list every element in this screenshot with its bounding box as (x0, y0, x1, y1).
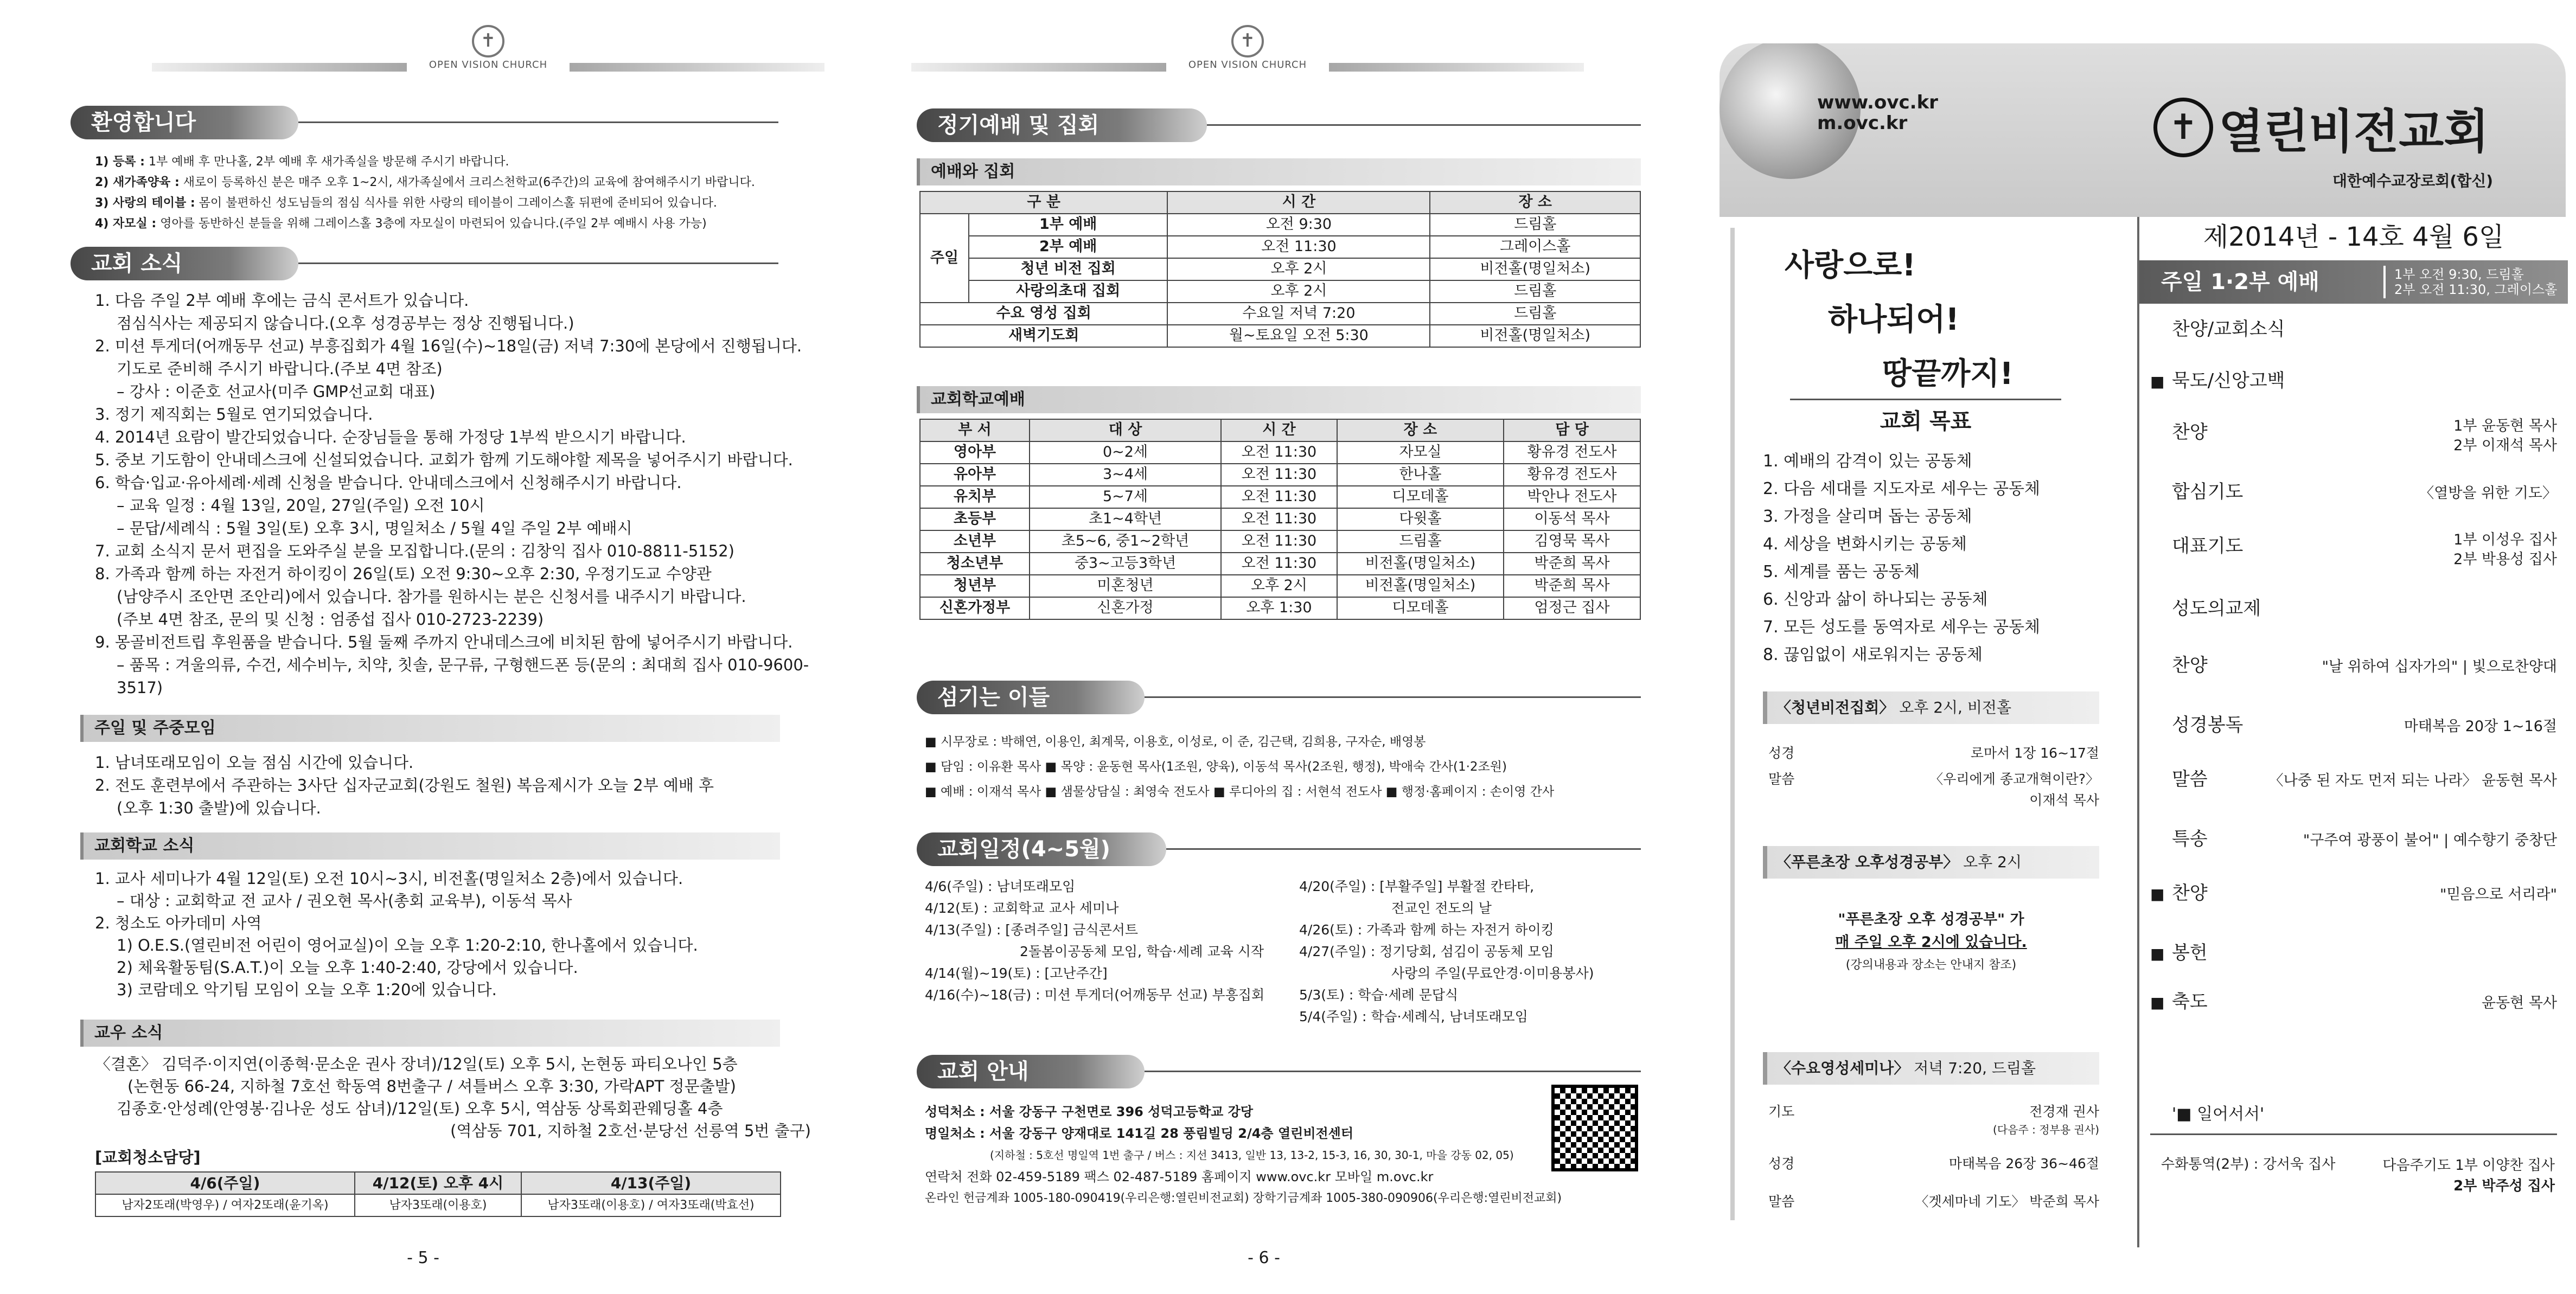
school-item: – 대상 : 교회학교 전 교사 / 권오현 목사(총회 교육부), 이동석 목사 (117, 892, 572, 910)
table-cell: 청소년부 (920, 553, 1030, 575)
order-value-line: 1부 이성우 집사 (2453, 531, 2557, 548)
guide-title: 교회 안내 (917, 1055, 1145, 1088)
table-cell: 오전 9:30 (1167, 214, 1430, 236)
member-item: 〈결혼〉 김덕주·이지연(이종혁·문소운 권사 장녀)/12일(토) 오후 5시, 논현동 파티오나인 5층 (95, 1055, 738, 1073)
table-row (920, 553, 1640, 575)
welcome-item: 4) 자모실 : 영아를 동반하신 분들을 위해 그레이스홀 3층에 자모실이 마련되어 있습니다.(주일 2부 예배시 사용 가능) (95, 217, 707, 230)
table-cell: 비전홀(명일처소) (1430, 325, 1640, 347)
school-item: 2. 청소도 아카데미 사역 (95, 914, 262, 932)
guide-item: 성덕처소 : 서울 강동구 구천면로 396 성덕고등학교 강당 (925, 1104, 1254, 1119)
news-item: – 문답/세례식 : 5월 3일(토) 오후 3시, 명일처소 / 5월 4일 주일 2부 예배시 (117, 519, 632, 537)
order-item (2139, 412, 2568, 472)
order-item (2139, 526, 2568, 588)
order-value-line: 윤동현 목사 (2482, 995, 2557, 1011)
table-cell: 디모데홀 (1337, 597, 1504, 619)
table-cell: 오후 2시 (1221, 575, 1337, 597)
table-cell: 중3~고등3학년 (1030, 553, 1221, 575)
table-cell: 오전 11:30 (1167, 236, 1430, 258)
schedule-item: 2돌봄이공동체 모임, 학습·세례 교육 시작 (1020, 944, 1264, 959)
order-item (2139, 982, 2568, 1041)
bible-study-header: 〈푸른초장 오후성경공부〉 오후 2시 (1763, 846, 2099, 879)
table-header: 4/12(토) 오후 4시 (355, 1172, 521, 1194)
worship-table (919, 191, 1641, 348)
table-cell: 드림홀 (1430, 280, 1640, 303)
goal-item: 5. 세계를 품는 공동체 (1763, 562, 1920, 581)
table-cell: 유아부 (920, 464, 1030, 486)
serve-item: ■ 담임 : 이유환 목사 ■ 목양 : 윤동현 목사(1조원, 양육), 이동석 목사(2조원, 행정), 박애숙 간사(1·2조원) (925, 760, 1507, 774)
order-label: 합심기도 (2172, 481, 2243, 503)
detail-row: 성경 마태복음 26장 36~46절 (1768, 1156, 2099, 1171)
table-cell: 남자2또래(박영우) / 여자2또래(윤기옥) (95, 1194, 355, 1216)
order-label: 특송 (2172, 828, 2208, 850)
guide-item: 명일처소 : 서울 강동구 양재대로 141길 28 풍림빌딩 2/4층 열린비전센터 (925, 1126, 1354, 1141)
table-row (920, 597, 1640, 619)
bullet-icon: ■ (2150, 994, 2165, 1011)
youth-header: 〈청년비전집회〉 오후 2시, 비전홀 (1763, 691, 2099, 724)
table-cell: 비전홀(명일처소) (1337, 553, 1504, 575)
order-value (2419, 476, 2557, 503)
table-cell: 다윗홀 (1337, 508, 1504, 530)
page-6 (857, 0, 1714, 1294)
table-header: 대 상 (1030, 419, 1221, 441)
order-item (2139, 819, 2568, 873)
schedule-item: 4/20(주일) : [부활주일] 부활절 칸타타, (1299, 879, 1535, 894)
news-item: 8. 가족과 함께 하는 자전거 하이킹이 26일(토) 오전 9:30~오후 2:30, 우정기도교 수양관 (95, 565, 712, 583)
table-cell: 청년 비전 집회 (969, 258, 1167, 280)
table-cell: 엄정근 집사 (1504, 597, 1640, 619)
table-cell: 박안나 전도사 (1504, 486, 1640, 508)
table-cell: 황유경 전도사 (1504, 464, 1640, 486)
news-item: 3. 정기 제직회는 5월로 연기되었습니다. (95, 405, 373, 424)
order-value-line: 마태복음 20장 1~16절 (2404, 718, 2557, 735)
table-cell: 김영묵 목사 (1504, 530, 1640, 553)
school-item: 1) O.E.S.(열린비전 어린이 영어교실)이 오늘 오후 1:20-2:10, 한나홀에서 있습니다. (117, 936, 698, 955)
news-item: 기도로 준비해 주시기 바랍니다.(주보 4면 참조) (117, 360, 443, 378)
table-cell: 디모데홀 (1337, 486, 1504, 508)
table-cell: 소년부 (920, 530, 1030, 553)
motto-line: 하나되어! (1828, 302, 1959, 337)
detail-line: "푸른초장 오후 성경공부" 가 (1838, 911, 2024, 928)
table-cell: 수요 영성 집회 (920, 303, 1167, 325)
table-cell: 주일 (920, 214, 969, 303)
interpreter: 수화통역(2부) : 강서욱 집사 (2161, 1156, 2336, 1173)
table-cell: 사랑의초대 집회 (969, 280, 1167, 303)
sunday-list (95, 751, 811, 819)
url-mobile: m.ovc.kr (1817, 112, 1908, 134)
news-item: (주보 4면 참조, 문의 및 신청 : 엄종섭 집사 010-2723-2239) (117, 610, 544, 629)
order-label: 찬양 (2172, 655, 2208, 676)
schedule-title: 교회일정(4~5월) (917, 832, 1166, 866)
member-item: 김종호·안성례(안영봉·김나운 성도 삼녀)/12일(토) 오후 5시, 역삼동 상록회관웨딩홀 4층 (117, 1099, 723, 1118)
news-item: 2. 미션 투게더(어깨동무 선교) 부흥집회가 4월 16일(수)~18일(금) 저녁 7:30에 본당에서 진행됩니다. (95, 337, 802, 355)
news-title: 교회 소식 (71, 247, 298, 280)
wednesday-detail (1768, 1101, 2099, 1213)
table-cell: 그레이스홀 (1430, 236, 1640, 258)
table-cell: 미혼청년 (1030, 575, 1221, 597)
front-cover (1714, 0, 2576, 1294)
table-cell: 새벽기도회 (920, 325, 1167, 347)
order-value (2453, 530, 2557, 569)
schedule-item: 4/26(토) : 가족과 함께 하는 자전거 하이킹 (1299, 922, 1554, 938)
detail-row: 말씀 〈겟세마네 기도〉 박준희 목사 (1768, 1194, 2099, 1209)
table-cell: 청년부 (920, 575, 1030, 597)
serve-list (925, 729, 1646, 804)
service-banner (2139, 260, 2568, 304)
table-cell: 유치부 (920, 486, 1030, 508)
table-cell: 오전 11:30 (1221, 530, 1337, 553)
news-item: 9. 몽골비전트립 후원품을 받습니다. 5월 둘째 주까지 안내데스크에 비치된 함에 넣어주시기 바랍니다. (95, 633, 793, 651)
youth-detail (1768, 740, 2099, 809)
wednesday-header: 〈수요영성세미나〉 저녁 7:20, 드림홀 (1763, 1052, 2099, 1085)
order-item (2139, 933, 2568, 982)
detail-row: 말씀 〈우리에게 종교개혁이란?〉 (1768, 771, 2099, 787)
schedule-item: 4/14(월)~19(토) : [고난주간] (925, 965, 1108, 981)
news-item: – 강사 : 이준호 선교사(미주 GMP선교회 대표) (117, 382, 436, 401)
table-cell: 신혼가정부 (920, 597, 1030, 619)
order-item (2139, 759, 2568, 819)
service-time: 2부 오전 11:30, 그레이스홀 (2394, 282, 2558, 297)
table-header: 시 간 (1221, 419, 1337, 441)
welcome-item: 1) 등록 : 1부 예배 후 만나홀, 2부 예배 후 새가족실을 방문해 주시기 바랍니다. (95, 155, 509, 169)
table-cell: 오전 11:30 (1221, 441, 1337, 464)
table-cell: 남자3또래(이용호) (355, 1194, 521, 1216)
order-label: 찬양 (2172, 882, 2208, 904)
order-value-line: "구주여 광풍이 불어" | 예수향기 중창단 (2303, 832, 2557, 849)
service-time: 1부 오전 9:30, 드림홀 (2394, 267, 2524, 282)
order-value (2453, 417, 2557, 456)
church-logo-icon: ✝ (1231, 25, 1264, 57)
website-urls (1817, 92, 1938, 133)
table-cell: 남자3또래(이용호) / 여자3또래(박효선) (521, 1194, 781, 1216)
school-item: 3) 코람데오 악기팀 모임이 오늘 오후 1:20에 있습니다. (117, 981, 497, 999)
schedule-item: 5/4(주일) : 학습·세례식, 남녀또래모임 (1299, 1009, 1528, 1024)
member-item: (논현동 66-24, 지하철 7호선 학동역 8번출구 / 셔틀버스 오후 3:30, 가락APT 정문출발) (127, 1077, 736, 1096)
table-cell: 이동석 목사 (1504, 508, 1640, 530)
order-value-line: "날 위하여 십자가의" | 빛으로찬양대 (2322, 658, 2557, 675)
order-label: 봉헌 (2172, 942, 2208, 964)
news-item: 7. 교회 소식지 문서 편집을 도와주실 분을 모집합니다.(문의 : 김창익 집사 010-8811-5152) (95, 542, 734, 560)
running-head: OPEN VISION CHURCH (1166, 59, 1329, 72)
table-row (920, 575, 1640, 597)
news-item: – 품목 : 겨울의류, 수건, 세수비누, 치약, 칫솔, 문구류, 구형핸드폰 등(문의 : 최대희 집사 010-9600-3517) (117, 656, 809, 697)
issue-date: 제2014년 - 14호 4월 6일 (2203, 222, 2504, 252)
schedule-item: 4/6(주일) : 남녀또래모임 (925, 879, 1076, 894)
table-cell: 2부 예배 (969, 236, 1167, 258)
table-row (920, 441, 1640, 464)
table-cell: 한나홀 (1337, 464, 1504, 486)
table-header: 시 간 (1167, 191, 1430, 214)
schedule-item: 사랑의 주일(무료안경·이미용봉사) (1391, 965, 1594, 981)
schedule-item: 4/12(토) : 교회학교 교사 세미나 (925, 900, 1119, 916)
order-item (2139, 645, 2568, 705)
table-header: 4/6(주일) (95, 1172, 355, 1194)
detail-row: 성경 로마서 1장 16~17절 (1768, 745, 2099, 761)
order-item (2139, 873, 2568, 933)
order-label: 성도의교제 (2172, 598, 2261, 619)
guide-item: 온라인 헌금계좌 1005-180-090419(우리은행:열린비전교회) 장학기금계좌 1005-380-090906(우리은행:열린비전교회) (925, 1191, 1562, 1205)
running-head: OPEN VISION CHURCH (407, 59, 570, 72)
next-prayer-line: 2부 박주성 집사 (2453, 1178, 2555, 1194)
goal-item: 7. 모든 성도를 동역자로 세우는 공동체 (1763, 618, 2041, 637)
motto (1785, 239, 2014, 401)
news-item: 5. 중보 기도함이 안내데스크에 신설되었습니다. 교회가 함께 기도해야할 제목을 넣어주시기 바랍니다. (95, 451, 793, 469)
goal-item: 3. 가정을 살리며 돕는 공동체 (1763, 507, 1972, 526)
goal-item: 6. 신앙과 삶이 하나되는 공동체 (1763, 590, 1988, 609)
order-item (2139, 472, 2568, 526)
order-value-line: 〈열방을 위한 기도〉 (2419, 485, 2557, 502)
bullet-icon: ■ (2150, 373, 2165, 390)
school-worship-subheader: 교회학교예배 (917, 386, 1641, 413)
worship-subheader: 예배와 집회 (917, 158, 1641, 185)
welcome-item: 2) 새가족양육 : 새로이 등록하신 분은 매주 오후 1~2시, 새가족실에서 크리스천학교(6주간)의 교육에 참여해주시기 바랍니다. (95, 176, 755, 189)
news-item: (남양주시 조안면 조안리)에서 있습니다. 참가를 원하시는 분은 신청서를 내주시기 바랍니다. (117, 587, 746, 606)
service-times (2394, 267, 2557, 297)
order-value (2322, 650, 2557, 677)
order-value (2303, 823, 2557, 850)
order-value-line: 〈나중 된 자도 먼저 되는 나라〉 윤동현 목사 (2268, 772, 2557, 789)
order-item (2139, 361, 2568, 412)
goal-item: 8. 끊임없이 새로워지는 공동체 (1763, 645, 1983, 664)
bullet-icon: ■ (2150, 945, 2165, 963)
table-header: 부 서 (920, 419, 1030, 441)
table-cell: 초등부 (920, 508, 1030, 530)
page-number: - 6 - (1248, 1248, 1280, 1267)
table-header: 4/13(주일) (521, 1172, 781, 1194)
order-value (2440, 877, 2557, 905)
news-item: 1. 다음 주일 2부 예배 후에는 금식 콘서트가 있습니다. (95, 291, 469, 310)
order-label: 찬양 (2172, 421, 2208, 443)
order-label: 축도 (2172, 991, 2208, 1013)
table-cell: 비전홀(명일처소) (1337, 575, 1504, 597)
church-logo-icon: ✝ (472, 25, 504, 57)
table-cell: 박준희 목사 (1504, 575, 1640, 597)
order-value (2404, 709, 2557, 736)
sunday-item: 1. 남녀또래모임이 오늘 점심 시간에 있습니다. (95, 753, 414, 772)
next-prayer-line: 다음주기도 1부 이양찬 집사 (2382, 1157, 2555, 1174)
order-label: 묵도/신앙고백 (2172, 370, 2285, 392)
worship-title: 정기예배 및 집회 (917, 108, 1207, 142)
table-cell: 황유경 전도사 (1504, 441, 1640, 464)
school-list (95, 868, 811, 1001)
page-number: - 5 - (407, 1248, 439, 1267)
table-cell: 오후 1:30 (1221, 597, 1337, 619)
table-cell: 비전홀(명일처소) (1430, 258, 1640, 280)
denomination: 대한예수교장로회(합신) (2332, 172, 2494, 190)
order-value (2269, 764, 2557, 791)
table-cell: 오전 11:30 (1221, 464, 1337, 486)
serve-item: ■ 예배 : 이재석 목사 ■ 샘물상담실 : 최영숙 전도사 ■ 루디아의 집 : 서현석 전도사 ■ 행정·홈페이지 : 손이영 간사 (925, 785, 1555, 799)
cover-header (1720, 43, 2566, 217)
guide-list (925, 1101, 1646, 1209)
page-5 (0, 0, 857, 1294)
order-value-line: 2부 박용성 집사 (2453, 551, 2557, 568)
church-logo-icon: ✝ (2153, 98, 2213, 157)
serve-title: 섬기는 이들 (917, 681, 1145, 714)
table-cell: 1부 예배 (969, 214, 1167, 236)
motto-line: 사랑으로! (1785, 248, 1916, 283)
table-cell: 5~7세 (1030, 486, 1221, 508)
welcome-item: 3) 사랑의 테이블 : 몸이 불편하신 성도님들의 점심 식사를 위한 사랑의 테이블이 그레이스홀 뒤편에 준비되어 있습니다. (95, 196, 717, 210)
schedule-item: 4/27(주일) : 정기당회, 섬김이 공동체 모임 (1299, 944, 1554, 959)
table-cell: 오후 2시 (1167, 258, 1430, 280)
clean-title: [교회청소담당] (95, 1148, 201, 1167)
order-of-service (2137, 217, 2566, 1247)
motto-line: 땅끝까지! (1882, 356, 2014, 392)
news-item: 점심식사는 제공되지 않습니다.(오후 성경공부는 정상 진행됩니다.) (117, 314, 574, 332)
table-row (920, 486, 1640, 508)
table-header: 구 분 (920, 191, 1167, 214)
member-item: (역삼동 701, 지하철 2호선·분당선 선릉역 5번 출구) (450, 1122, 811, 1140)
sunday-item: (오후 1:30 출발)에 있습니다. (117, 799, 321, 817)
news-item: 6. 학습·입교·유아세례·세례 신청을 받습니다. 안내데스크에서 신청해주시기 바랍니다. (95, 473, 682, 492)
table-cell: 3~4세 (1030, 464, 1221, 486)
table-cell: 오후 2시 (1167, 280, 1430, 303)
school-item: 2) 체육활동팀(S.A.T.)이 오늘 오후 1:40-2:40, 강당에서 있습니다. (117, 958, 578, 977)
table-cell: 초5~6, 중1~2학년 (1030, 530, 1221, 553)
table-cell: 박준희 목사 (1504, 553, 1640, 575)
schedule-right (1299, 876, 1646, 1028)
table-header: 장 소 (1337, 419, 1504, 441)
table-row (920, 464, 1640, 486)
cover-left-column (1730, 228, 2132, 1242)
detail-row: (다음주 : 정부용 권사) (1993, 1123, 2099, 1136)
goal-list (1763, 447, 2040, 669)
table-cell: 월~토요일 오전 5:30 (1167, 325, 1430, 347)
guide-item: (지하철 : 5호선 명일역 1번 출구 / 버스 : 지선 3413, 일반 13, 13-2, 15-3, 16, 30, 30-1, 마을 강동 02, 05) (990, 1149, 1514, 1162)
table-cell: 오전 11:30 (1221, 553, 1337, 575)
goal-item: 4. 세상을 변화시키는 공동체 (1763, 535, 1967, 554)
clean-table (95, 1171, 781, 1217)
goal-title: 교회 목표 (1880, 409, 1972, 434)
member-list (95, 1053, 811, 1142)
table-cell: 드림홀 (1430, 214, 1640, 236)
table-cell: 신혼가정 (1030, 597, 1221, 619)
bible-study-detail (1763, 908, 2099, 977)
order-value-line: "믿음으로 서리라" (2440, 886, 2557, 903)
table-row (920, 508, 1640, 530)
detail-row: 이재석 목사 (2029, 792, 2099, 808)
guide-item: 연락처 전화 02-459-5189 팩스 02-487-5189 홈페이지 www.ovc.kr 모바일 m.ovc.kr (925, 1169, 1434, 1184)
church-name: 열린비전교회 (2219, 105, 2489, 159)
schedule-item: 전교인 전도의 날 (1391, 900, 1492, 916)
bullet-icon: ■ (2150, 885, 2165, 903)
news-item: – 교육 일정 : 4월 13일, 20일, 27일(주일) 오전 10시 (117, 496, 485, 515)
page-runner (911, 22, 1584, 81)
order-value-line: 2부 이재석 목사 (2453, 437, 2557, 454)
table-cell: 드림홀 (1430, 303, 1640, 325)
service-label: 주일 1·2부 예배 (2161, 270, 2319, 294)
table-cell: 오전 11:30 (1221, 508, 1337, 530)
table-cell: 오전 11:30 (1221, 486, 1337, 508)
table-header: 담 당 (1504, 419, 1640, 441)
table-cell: 드림홀 (1337, 530, 1504, 553)
order-value (2482, 986, 2557, 1013)
schedule-item: 4/13(주일) : [종려주일] 금식콘서트 (925, 922, 1139, 938)
order-item (2139, 588, 2568, 645)
school-item: 1. 교사 세미나가 4월 12일(토) 오전 10시~3시, 비전홀(명일처소 2층)에서 있습니다. (95, 869, 683, 888)
table-cell: 자모실 (1337, 441, 1504, 464)
table-cell: 수요일 저녁 7:20 (1167, 303, 1430, 325)
goal-item: 1. 예배의 감격이 있는 공동체 (1763, 452, 1972, 471)
school-worship-table (919, 419, 1641, 620)
welcome-list (95, 152, 800, 234)
goal-item: 2. 다음 세대를 지도자로 세우는 공동체 (1763, 479, 2041, 498)
order-label: 대표기도 (2172, 535, 2243, 557)
order-item (2139, 705, 2568, 759)
table-cell: 영아부 (920, 441, 1030, 464)
order-label: 찬양/교회소식 (2172, 318, 2285, 340)
schedule-item: 4/16(수)~18(금) : 미션 투게더(어깨동무 선교) 부흥집회 (925, 987, 1265, 1003)
sunday-subheader: 주일 및 주중모임 (80, 715, 780, 742)
page-runner (152, 22, 824, 81)
order-label: 성경봉독 (2172, 714, 2243, 736)
welcome-title: 환영합니다 (71, 106, 298, 139)
order-value-line: 1부 윤동현 목사 (2453, 418, 2557, 434)
next-week-prayer (2382, 1155, 2555, 1196)
schedule-left (925, 876, 1294, 1006)
table-cell: 초1~4학년 (1030, 508, 1221, 530)
member-subheader: 교우 소식 (80, 1020, 780, 1047)
url-web: www.ovc.kr (1817, 92, 1938, 113)
order-label: 말씀 (2172, 768, 2208, 790)
school-subheader: 교회학교 소식 (80, 832, 780, 860)
qr-code-icon (1551, 1085, 1638, 1171)
news-item: 4. 2014년 요람이 발간되었습니다. 순장님들을 통해 가정당 1부씩 받으시기 바랍니다. (95, 428, 686, 446)
table-row (920, 530, 1640, 553)
serve-item: ■ 시무장로 : 박해연, 이용인, 최계묵, 이용호, 이성로, 이 준, 김근택, 김희용, 구자순, 배영봉 (925, 735, 1426, 749)
stand-note: '■ 일어서서' (2172, 1105, 2265, 1124)
detail-line: (강의내용과 장소는 안내지 참조) (1845, 958, 2017, 972)
detail-row: 기도 전경재 권사 (1768, 1104, 2099, 1119)
table-header: 장 소 (1430, 191, 1640, 214)
table-cell: 0~2세 (1030, 441, 1221, 464)
detail-line: 매 주일 오후 2시에 있습니다. (1835, 934, 2027, 951)
schedule-item: 5/3(토) : 학습·세례 문답식 (1299, 987, 1459, 1003)
news-list (95, 289, 811, 699)
sunday-item: 2. 전도 훈련부에서 주관하는 3사단 십자군교회(강원도 철원) 복음제시가 오늘 2부 예배 후 (95, 776, 714, 795)
order-item (2139, 309, 2568, 361)
